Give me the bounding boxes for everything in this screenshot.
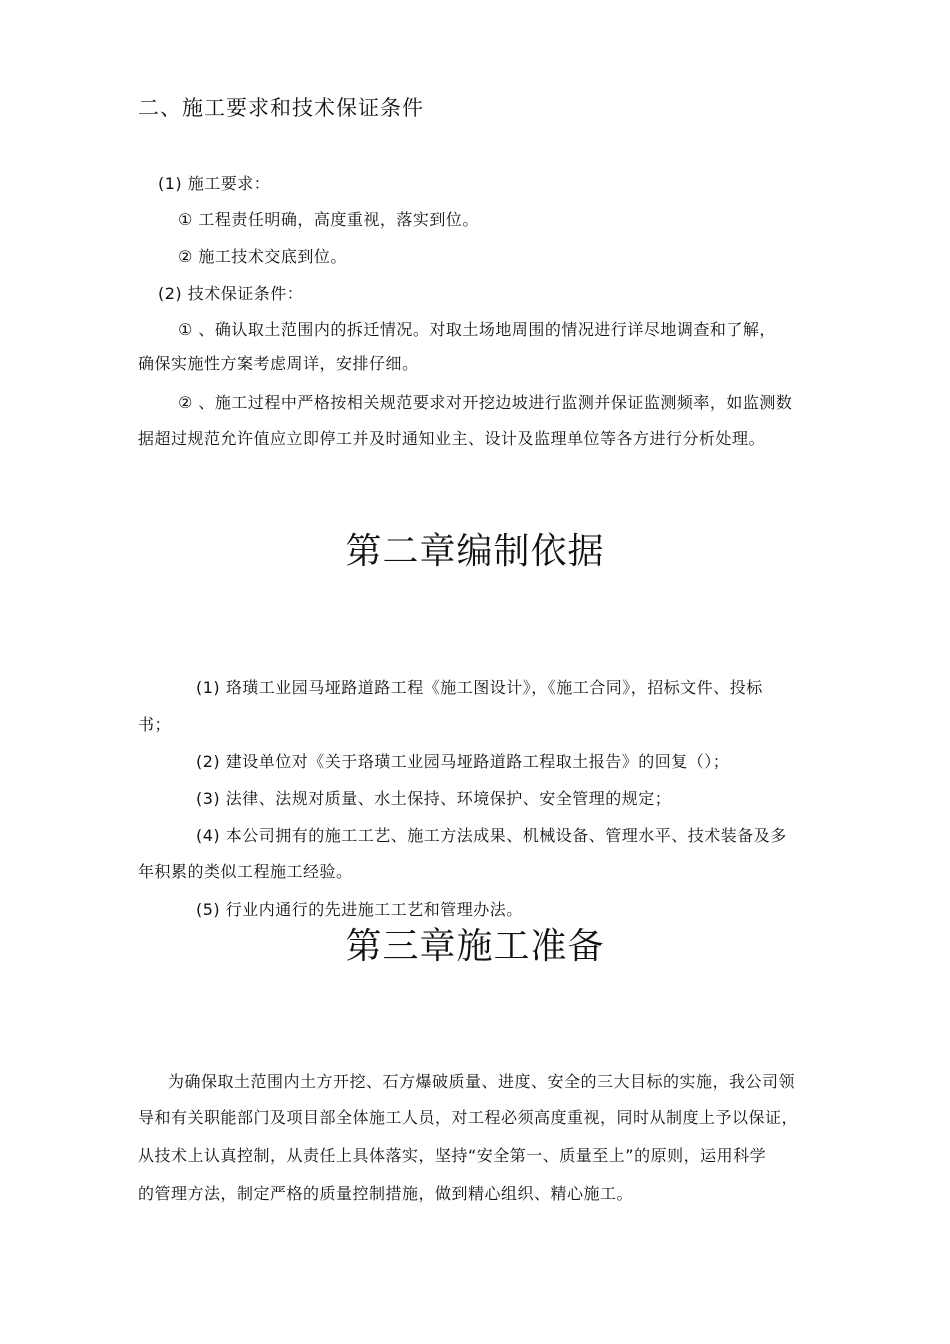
requirements-heading: (1) 施工要求： [158,174,271,193]
basis-item-4-line-1: (4) 本公司拥有的施工工艺、施工方法成果、机械设备、管理水平、技术装备及多 [196,826,787,845]
requirement-item-2: ② 施工技术交底到位。 [178,247,347,266]
preparation-paragraph-line-1: 为确保取土范围内土方开挖、石方爆破质量、进度、安全的三大目标的实施，我公司领 [168,1072,796,1091]
tech-condition-2-line-2: 据超过规范允许值应立即停工并及时通知业主、设计及监理单位等各方进行分析处理。 [138,429,766,448]
section-title: 二、施工要求和技术保证条件 [138,96,424,120]
basis-item-5: (5) 行业内通行的先进施工工艺和管理办法。 [196,900,523,919]
tech-condition-1-line-1: ① 、确认取土范围内的拆迁情况。对取土场地周围的情况进行详尽地调查和了解， [178,320,776,339]
requirement-item-1: ① 工程责任明确，高度重视，落实到位。 [178,210,479,229]
basis-item-1-line-2: 书； [138,715,172,734]
basis-item-2: (2) 建设单位对《关于珞璜工业园马垭路道路工程取土报告》的回复（）； [196,752,730,771]
tech-condition-2-line-1: ② 、施工过程中严格按相关规范要求对开挖边坡进行监测并保证监测频率，如监测数 [178,393,793,412]
tech-condition-1-line-2: 确保实施性方案考虑周详，安排仔细。 [138,354,419,373]
chapter-2-title: 第二章编制依据 [345,531,605,572]
basis-item-1-line-1: (1) 珞璜工业园马垭路道路工程《施工图设计》，《施工合同》，招标文件、投标 [196,678,763,697]
chapter-3-title: 第三章施工准备 [345,926,605,967]
basis-item-3: (3) 法律、法规对质量、水土保持、环境保护、安全管理的规定； [196,789,672,808]
preparation-paragraph-line-4: 的管理方法，制定严格的质量控制措施，做到精心组织、精心施工。 [138,1184,634,1203]
basis-item-4-line-2: 年积累的类似工程施工经验。 [138,862,353,881]
preparation-paragraph-line-2: 导和有关职能部门及项目部全体施工人员，对工程必须高度重视，同时从制度上予以保证， [138,1108,799,1127]
preparation-paragraph-line-3: 从技术上认真控制，从责任上具体落实，坚持“安全第一、质量至上”的原则，运用科学 [138,1146,767,1165]
tech-conditions-heading: (2) 技术保证条件： [158,284,304,303]
